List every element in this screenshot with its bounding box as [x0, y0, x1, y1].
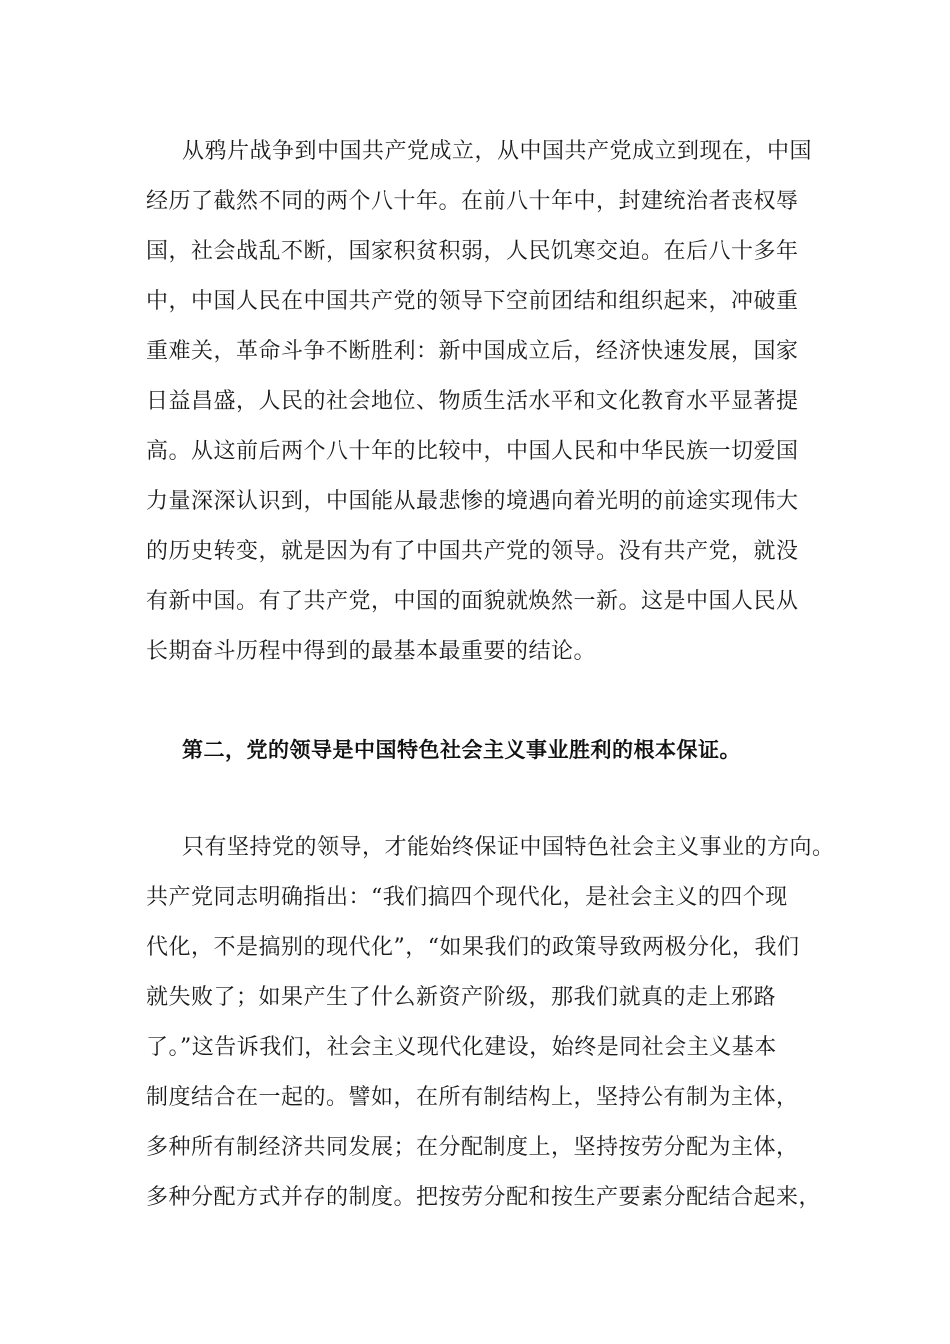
paragraph-1-line-4: 中，中国人民在中国共产党的领导下空前团结和组织起来，冲破重: [146, 289, 799, 314]
section-heading: 第二，党的领导是中国特色社会主义事业胜利的根本保证。: [182, 738, 741, 762]
paragraph-2-line-1: 只有坚持党的领导，才能始终保证中国特色社会主义事业的方向。: [182, 835, 835, 860]
paragraph-2-line-8: 多种分配方式并存的制度。把按劳分配和按生产要素分配结合起来，: [146, 1185, 822, 1210]
paragraph-2-line-6: 制度结合在一起的。譬如，在所有制结构上，坚持公有制为主体，: [146, 1085, 799, 1110]
paragraph-1-line-9: 的历史转变，就是因为有了中国共产党的领导。没有共产党，就没: [146, 539, 799, 564]
paragraph-2-line-7: 多种所有制经济共同发展；在分配制度上，坚持按劳分配为主体，: [146, 1135, 799, 1160]
paragraph-2-line-4: 就失败了；如果产生了什么新资产阶级，那我们就真的走上邪路: [146, 985, 777, 1010]
paragraph-1-line-2: 经历了截然不同的两个八十年。在前八十年中，封建统治者丧权辱: [146, 189, 799, 214]
paragraph-2-line-5: 了。”这告诉我们，社会主义现代化建设，始终是同社会主义基本: [146, 1035, 777, 1060]
paragraph-1-line-10: 有新中国。有了共产党，中国的面貌就焕然一新。这是中国人民从: [146, 589, 799, 614]
paragraph-1-line-11: 长期奋斗历程中得到的最基本最重要的结论。: [146, 639, 597, 664]
paragraph-1-line-3: 国，社会战乱不断，国家积贫积弱，人民饥寒交迫。在后八十多年: [146, 239, 799, 264]
paragraph-1-line-7: 高。从这前后两个八十年的比较中，中国人民和中华民族一切爱国: [146, 439, 799, 464]
paragraph-1-line-8: 力量深深认识到，中国能从最悲惨的境遇向着光明的前途实现伟大: [146, 489, 799, 514]
paragraph-1-line-1: 从鸦片战争到中国共产党成立，从中国共产党成立到现在，中国: [182, 139, 813, 164]
paragraph-2-line-3: 代化，不是搞别的现代化”，“如果我们的政策导致两极分化，我们: [146, 935, 800, 960]
paragraph-1-line-5: 重难关，革命斗争不断胜利：新中国成立后，经济快速发展，国家: [146, 339, 799, 364]
paragraph-2-line-2: 共产党同志明确指出：“我们搞四个现代化，是社会主义的四个现: [146, 885, 788, 910]
paragraph-1-line-6: 日益昌盛，人民的社会地位、物质生活水平和文化教育水平显著提: [146, 389, 799, 414]
